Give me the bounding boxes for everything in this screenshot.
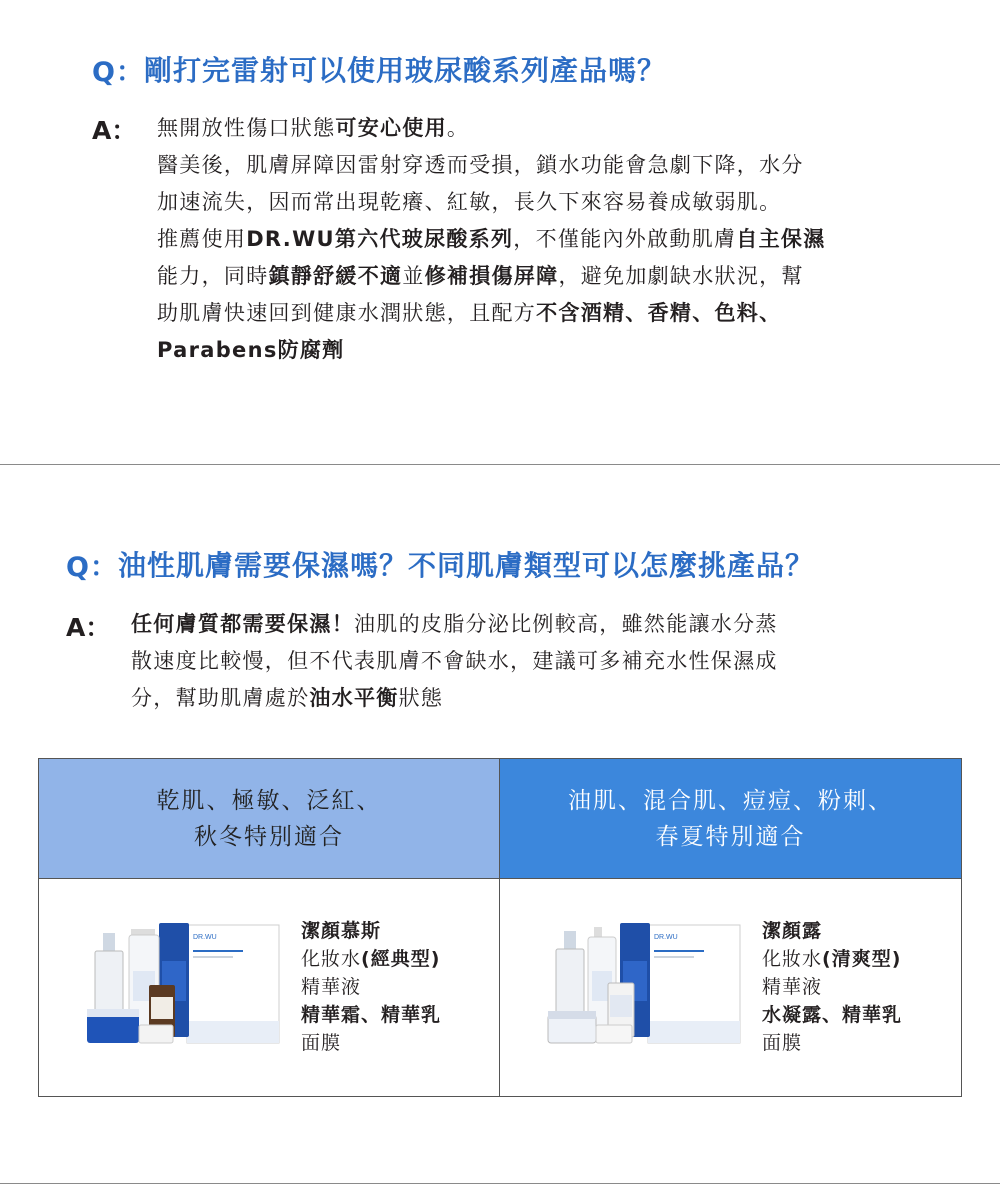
answer-line: 無開放性傷口狀態可安心使用。 [157, 116, 470, 140]
answer-line: 任何膚質都需要保濕！油肌的皮脂分泌比例較高，雖然能讓水分蒸 [131, 612, 778, 636]
answer-1 [157, 110, 826, 369]
bottom-divider [0, 1183, 1000, 1184]
mask-brand-label: DR.WU [654, 934, 678, 941]
product-item: 化妝水(經典型) [301, 948, 441, 970]
product-item: 水凝露、精華乳 [762, 1004, 903, 1026]
answer-line: 加速流失，因而常出現乾癢、紅敏，長久下來容易養成敏弱肌。 [157, 190, 782, 214]
question-text: 剛打完雷射可以使用玻尿酸系列產品嗎？ [143, 54, 666, 87]
q-mark: Q： [66, 551, 118, 583]
product-item: 面膜 [762, 1032, 803, 1054]
product-item: 面膜 [301, 1032, 342, 1054]
mask-brand-label: DR.WU [193, 934, 217, 941]
answer-line: 推薦使用DR.WU第六代玻尿酸系列，不僅能內外啟動肌膚自主保濕 [157, 227, 826, 251]
skin-type-table [38, 758, 962, 1097]
header-oily-skin: 油肌、混合肌、痘痘、粉刺、 春夏特別適合 [500, 759, 961, 879]
answer-line: 醫美後，肌膚屏障因雷射穿透而受損，鎖水功能會急劇下降，水分 [157, 153, 804, 177]
product-lineup-image [83, 921, 283, 1056]
question-1 [92, 44, 666, 94]
answer-line: 散速度比較慢，但不代表肌膚不會缺水，建議可多補充水性保濕成 [131, 649, 778, 673]
header-dry-skin: 乾肌、極敏、泛紅、 秋冬特別適合 [39, 759, 500, 879]
cell-oily-products [500, 879, 961, 1096]
product-item: 精華液 [762, 976, 823, 998]
question-2 [66, 539, 814, 589]
product-list [762, 917, 902, 1057]
product-item: 化妝水(清爽型) [762, 948, 902, 970]
a-mark: A： [66, 613, 111, 642]
answer-line: 助肌膚快速回到健康水潤狀態，且配方不含酒精、香精、色料、 [157, 301, 782, 325]
answer-line: 分，幫助肌膚處於油水平衡狀態 [131, 686, 444, 710]
product-item: 潔顏慕斯 [301, 920, 382, 942]
product-item: 精華霜、精華乳 [301, 1004, 442, 1026]
product-lineup-image [544, 921, 744, 1056]
a-mark: A： [92, 116, 137, 145]
product-item: 潔顏露 [762, 920, 823, 942]
cell-dry-products [39, 879, 500, 1096]
product-list [301, 917, 441, 1057]
answer-line: Parabens防腐劑 [157, 338, 345, 362]
question-text: 油性肌膚需要保濕嗎？不同肌膚類型可以怎麼挑產品？ [117, 549, 814, 582]
answer-line: 能力，同時鎮靜舒緩不適並修補損傷屏障，避免加劇缺水狀況，幫 [157, 264, 804, 288]
q-mark: Q： [92, 56, 144, 88]
answer-2 [131, 606, 778, 717]
section-divider [0, 464, 1000, 465]
product-item: 精華液 [301, 976, 362, 998]
